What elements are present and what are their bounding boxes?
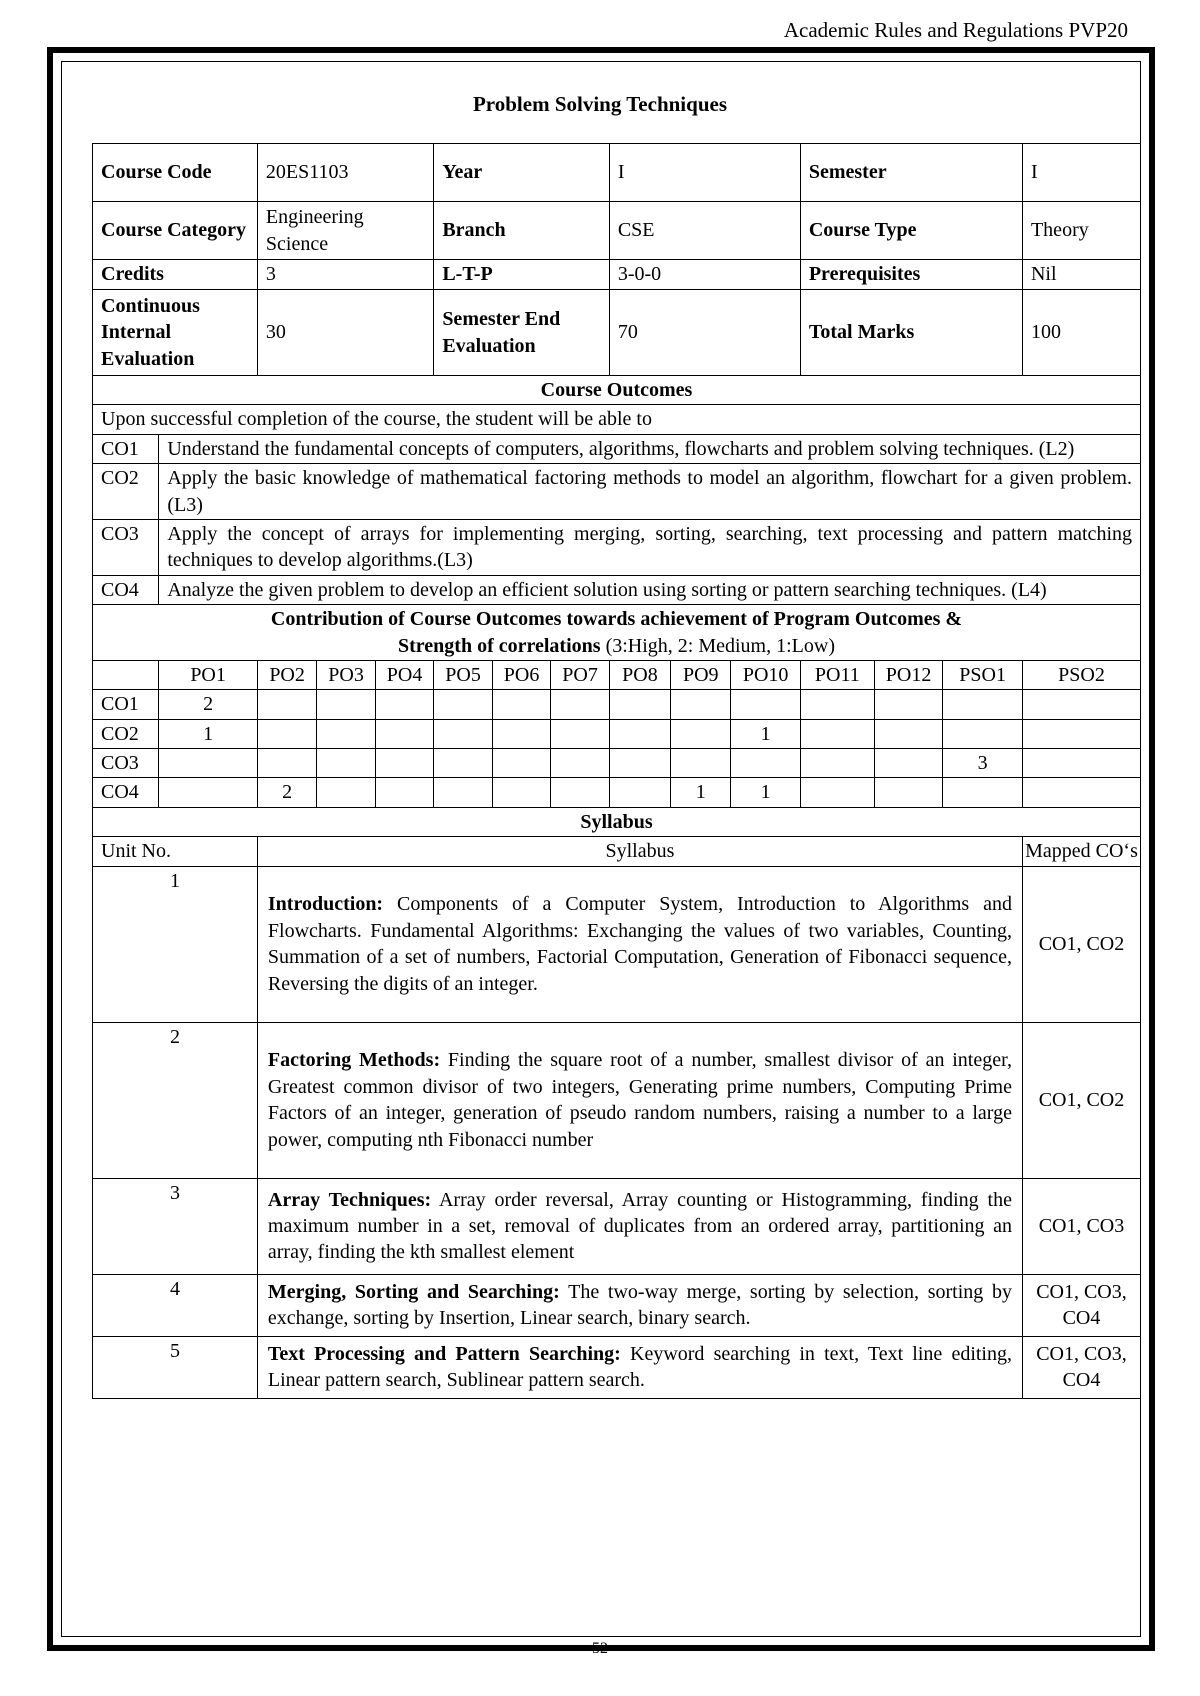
mapping-cell: 1 <box>731 719 800 748</box>
course-info-table <box>92 143 1141 1399</box>
mapping-cell <box>551 778 610 807</box>
syllabus-header-row <box>93 837 1141 866</box>
mapping-cell <box>609 690 670 719</box>
info-value: I <box>1022 144 1140 202</box>
mapping-cell <box>609 719 670 748</box>
mapping-cell <box>257 719 316 748</box>
unit-mapped-cos: CO1, CO2 <box>1022 866 1140 1022</box>
info-value: 20ES1103 <box>257 144 433 202</box>
unit-content <box>257 1178 1022 1274</box>
mapping-cell <box>492 690 551 719</box>
unit-text: Array order reversal, Array counting or Histogramming, finding the maximum number in a set, removal of duplicates from an ordered array, partitioning an array, finding the kth smallest element <box>267 1188 1012 1264</box>
info-label: Branch <box>434 202 610 260</box>
syllabus-unit-row <box>93 1336 1141 1398</box>
unit-title: Merging, Sorting and Searching: <box>267 1280 560 1303</box>
info-label: Total Marks <box>800 290 1022 376</box>
mapping-column-header: PSO2 <box>1022 660 1140 689</box>
info-value: Theory <box>1022 202 1140 260</box>
mapping-heading-line1: Contribution of Course Outcomes towards achievement of Program Outcomes & <box>270 608 963 631</box>
mapping-cell <box>609 749 670 778</box>
unit-content <box>257 1274 1022 1336</box>
mapping-cell <box>800 749 874 778</box>
mapping-row <box>93 778 1141 807</box>
mapping-cell <box>317 719 376 748</box>
unit-text: Keyword searching in text, Text line editing, Linear pattern search, Sublinear pattern search. <box>267 1342 1012 1392</box>
outcomes-intro: Upon successful completion of the course, the student will be able to <box>93 405 1141 434</box>
outcome-row <box>93 434 1141 463</box>
unit-title: Factoring Methods: <box>267 1049 441 1072</box>
mapping-cell: 1 <box>731 778 800 807</box>
mapping-cell <box>874 719 943 748</box>
outcome-text: Analyze the given problem to develop an efficient solution using sorting or pattern searching techniques. (L4) <box>159 575 1141 604</box>
mapping-cell <box>375 749 434 778</box>
mapping-cell <box>492 778 551 807</box>
mapping-cell <box>943 719 1023 748</box>
mapping-heading-bold: Strength of correlations <box>397 634 601 657</box>
mapping-column-header: PO8 <box>609 660 670 689</box>
mapping-cell <box>1022 778 1140 807</box>
mapping-row-co: CO2 <box>93 719 159 748</box>
mapping-cell <box>317 749 376 778</box>
unit-mapped-cos: CO1, CO3, CO4 <box>1022 1274 1140 1336</box>
mapping-cell: 1 <box>671 778 731 807</box>
course-title: Problem Solving Techniques <box>472 92 727 116</box>
unit-mapped-cos: CO1, CO3 <box>1022 1178 1140 1274</box>
mapping-cell <box>551 719 610 748</box>
mapping-cell <box>434 690 493 719</box>
course-info-row <box>93 144 1141 202</box>
mapping-cell <box>159 749 258 778</box>
mapping-row-co: CO4 <box>93 778 159 807</box>
mapping-cell <box>943 778 1023 807</box>
mapping-cell: 3 <box>943 749 1023 778</box>
mapping-column-header: PSO1 <box>943 660 1023 689</box>
syllabus-unit-row <box>93 1178 1141 1274</box>
course-content <box>92 143 1141 1399</box>
mapping-cell <box>671 719 731 748</box>
mapping-row <box>93 690 1141 719</box>
info-value: 30 <box>257 290 433 376</box>
unit-mapped-cos: CO1, CO3, CO4 <box>1022 1336 1140 1398</box>
unit-title: Text Processing and Pattern Searching: <box>267 1342 621 1365</box>
mapping-cell <box>800 719 874 748</box>
mapping-cell: 2 <box>257 778 316 807</box>
outcomes-intro-row <box>93 405 1141 434</box>
outcomes-heading: Course Outcomes <box>93 376 1141 405</box>
unit-text: The two-way merge, sorting by selection, sorting by exchange, sorting by Insertion, Linear search, binary search. <box>267 1280 1012 1330</box>
unit-number: 2 <box>93 1022 258 1178</box>
info-label: Course Category <box>93 202 258 260</box>
course-info-row <box>93 290 1141 376</box>
mapping-cell <box>1022 690 1140 719</box>
info-label: L-T-P <box>434 260 610 290</box>
mapping-cell <box>375 719 434 748</box>
mapping-cell <box>609 778 670 807</box>
info-value: I <box>609 144 800 202</box>
mapping-column-header: PO9 <box>671 660 731 689</box>
outcome-code: CO4 <box>93 575 159 604</box>
outcome-text: Apply the concept of arrays for implementing merging, sorting, searching, text processing and pattern matching techniques to develop algorithms.(L3) <box>159 519 1141 575</box>
syllabus-unit-row <box>93 1274 1141 1336</box>
unit-text: Finding the square root of a number, smallest divisor of an integer, Greatest common divisor of two integers, Generating prime numbers, Computing Prime Factors of an integer, generation of pseudo random numbers, raising a number to a large power, computing nth Fibonacci number <box>267 1049 1012 1151</box>
outcome-row <box>93 519 1141 575</box>
info-label: Semester End Evaluation <box>434 290 610 376</box>
mapping-cell <box>434 778 493 807</box>
unit-title: Introduction: <box>267 893 384 916</box>
info-value: Nil <box>1022 260 1140 290</box>
outcome-text: Understand the fundamental concepts of computers, algorithms, flowcharts and problem solving techniques. (L2) <box>159 434 1141 463</box>
info-label: Year <box>434 144 610 202</box>
outcome-code: CO1 <box>93 434 159 463</box>
mapping-cell <box>159 778 258 807</box>
syllabus-heading: Syllabus <box>93 807 1141 836</box>
outcome-row <box>93 575 1141 604</box>
mapping-column-header: PO10 <box>731 660 800 689</box>
info-value: Engineering Science <box>257 202 433 260</box>
info-label: Credits <box>93 260 258 290</box>
mapping-cell <box>375 690 434 719</box>
info-label: Continuous Internal Evaluation <box>93 290 258 376</box>
unit-mapped-cos: CO1, CO2 <box>1022 1022 1140 1178</box>
mapping-cell <box>492 749 551 778</box>
mapping-heading-line2 <box>101 633 1132 659</box>
mapping-cell <box>874 749 943 778</box>
unit-content <box>257 1022 1022 1178</box>
mapping-cell <box>551 690 610 719</box>
mapping-cell <box>671 690 731 719</box>
mapping-cell <box>671 749 731 778</box>
mapping-cell <box>317 690 376 719</box>
info-label: Prerequisites <box>800 260 1022 290</box>
mapping-column-header: PO5 <box>434 660 493 689</box>
mapping-column-header: PO2 <box>257 660 316 689</box>
running-header: Academic Rules and Regulations PVP20 <box>783 18 1128 42</box>
info-value: 70 <box>609 290 800 376</box>
mapping-heading <box>93 605 1141 661</box>
unit-content <box>257 866 1022 1022</box>
info-label: Course Code <box>93 144 258 202</box>
mapping-cell <box>434 719 493 748</box>
mapping-cell <box>257 749 316 778</box>
mapping-header-row <box>93 660 1141 689</box>
outcomes-heading-row <box>93 376 1141 405</box>
mapping-row <box>93 719 1141 748</box>
mapping-heading-scale: (3:High, 2: Medium, 1:Low) <box>605 634 835 657</box>
syllabus-col-syllabus: Syllabus <box>257 837 1022 866</box>
mapping-cell <box>943 690 1023 719</box>
mapping-heading-row <box>93 605 1141 661</box>
outcome-code: CO3 <box>93 519 159 575</box>
mapping-cell <box>874 690 943 719</box>
mapping-cell <box>257 690 316 719</box>
outcome-text: Apply the basic knowledge of mathematical factoring methods to model an algorithm, flowchart for a given problem. (L3) <box>159 464 1141 520</box>
mapping-cell: 1 <box>159 719 258 748</box>
unit-content <box>257 1336 1022 1398</box>
mapping-corner-cell <box>93 660 159 689</box>
mapping-column-header: PO12 <box>874 660 943 689</box>
mapping-cell <box>731 749 800 778</box>
mapping-column-header: PO3 <box>317 660 376 689</box>
mapping-cell <box>731 690 800 719</box>
mapping-column-header: PO1 <box>159 660 258 689</box>
outcome-code: CO2 <box>93 464 159 520</box>
syllabus-col-mapped: Mapped CO‘s <box>1022 837 1140 866</box>
mapping-column-header: PO11 <box>800 660 874 689</box>
unit-number: 1 <box>93 866 258 1022</box>
info-value: 100 <box>1022 290 1140 376</box>
mapping-cell <box>375 778 434 807</box>
syllabus-heading-row <box>93 807 1141 836</box>
info-value: 3-0-0 <box>609 260 800 290</box>
course-info-row <box>93 202 1141 260</box>
mapping-row-co: CO3 <box>93 749 159 778</box>
page-number: 52 <box>592 1640 608 1657</box>
mapping-cell <box>317 778 376 807</box>
mapping-cell <box>434 749 493 778</box>
mapping-cell <box>551 749 610 778</box>
mapping-row-co: CO1 <box>93 690 159 719</box>
mapping-cell <box>1022 749 1140 778</box>
unit-number: 5 <box>93 1336 258 1398</box>
mapping-cell <box>800 690 874 719</box>
mapping-column-header: PO6 <box>492 660 551 689</box>
unit-title: Array Techniques: <box>267 1188 432 1211</box>
syllabus-unit-row <box>93 866 1141 1022</box>
syllabus-unit-row <box>93 1022 1141 1178</box>
mapping-column-header: PO4 <box>375 660 434 689</box>
mapping-cell <box>492 719 551 748</box>
info-value: 3 <box>257 260 433 290</box>
outcome-row <box>93 464 1141 520</box>
info-label: Semester <box>800 144 1022 202</box>
mapping-cell <box>1022 719 1140 748</box>
info-value: CSE <box>609 202 800 260</box>
mapping-column-header: PO7 <box>551 660 610 689</box>
mapping-cell <box>800 778 874 807</box>
course-info-row <box>93 260 1141 290</box>
info-label: Course Type <box>800 202 1022 260</box>
mapping-cell: 2 <box>159 690 258 719</box>
mapping-cell <box>874 778 943 807</box>
mapping-row <box>93 749 1141 778</box>
unit-number: 3 <box>93 1178 258 1274</box>
syllabus-col-unit: Unit No. <box>93 837 258 866</box>
unit-number: 4 <box>93 1274 258 1336</box>
unit-text: Components of a Computer System, Introduction to Algorithms and Flowcharts. Fundamental Algorithms: Exchanging the values of two variables, Counting, Summation of a set of numbers, Factorial Computation, Generation of Fibonacci sequence, Reversing the digits of an integer. <box>267 893 1012 995</box>
